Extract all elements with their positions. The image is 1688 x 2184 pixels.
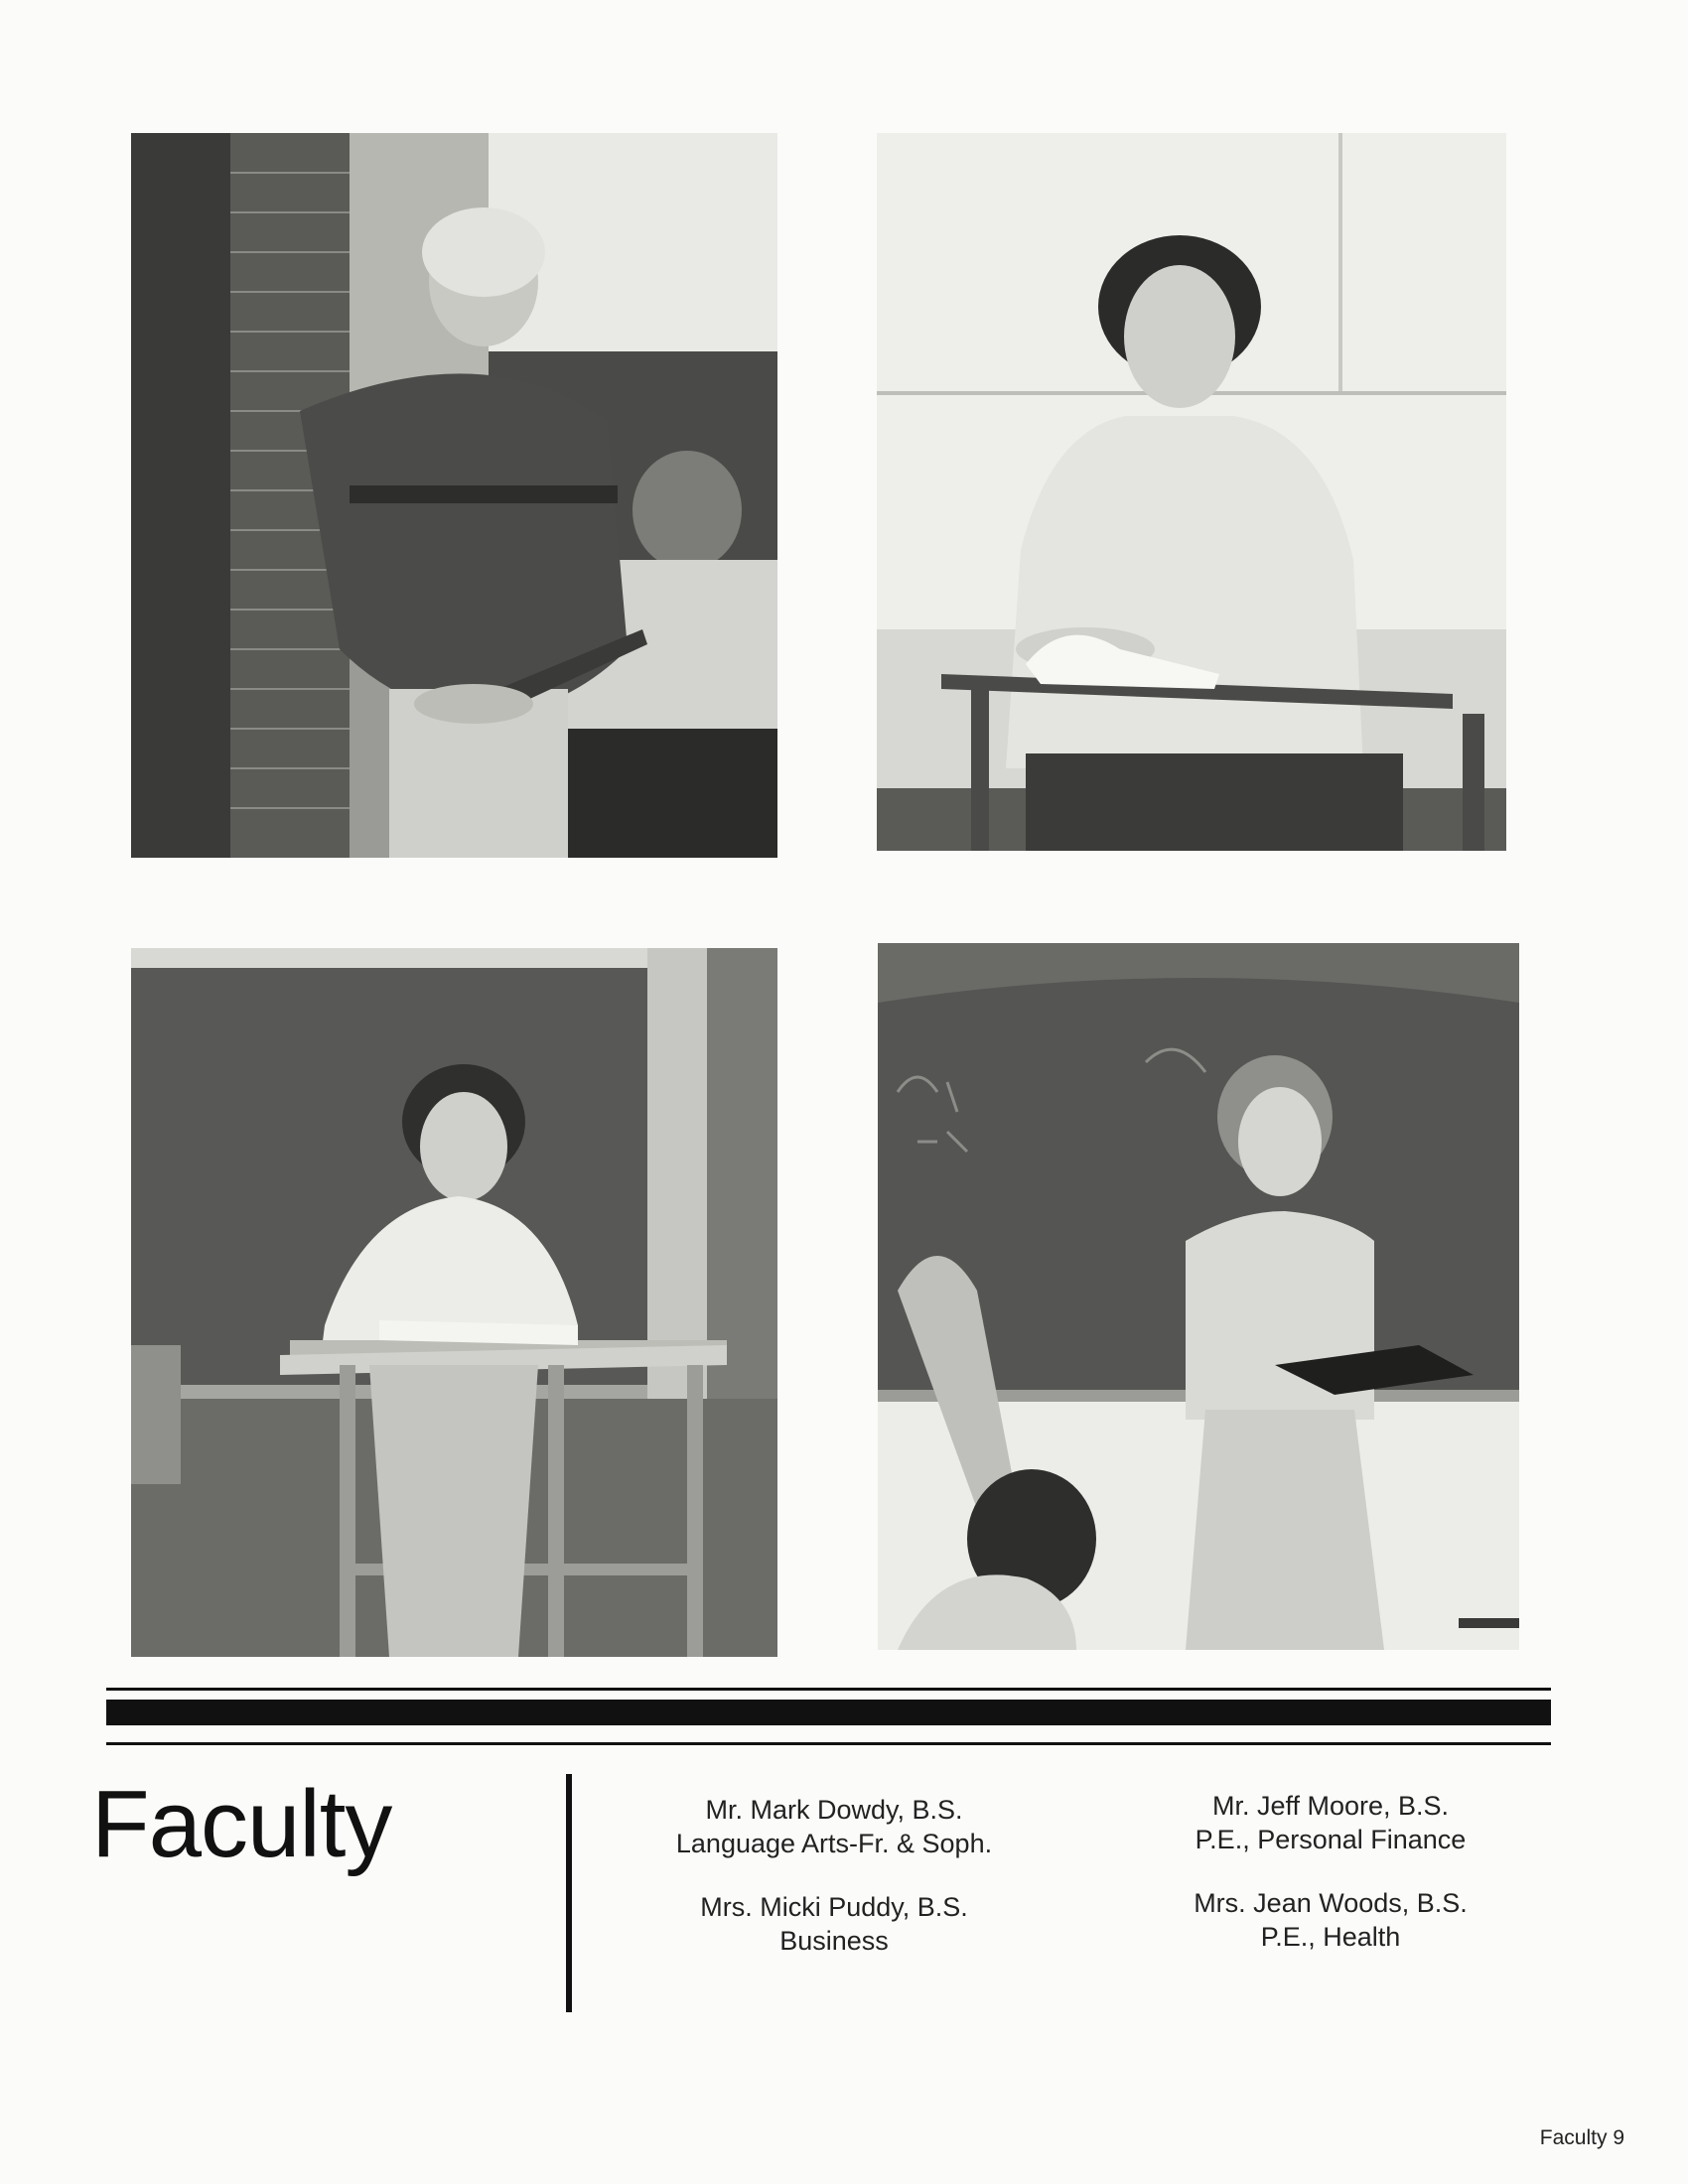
faculty-name: Mrs. Jean Woods, B.S. [1194,1888,1468,1918]
faculty-subject: Language Arts-Fr. & Soph. [675,1829,993,1858]
faculty-name: Mrs. Micki Puddy, B.S. [700,1892,968,1922]
decorative-rule-top [106,1688,1551,1691]
faculty-subject: Business [779,1926,889,1956]
faculty-name: Mr. Mark Dowdy, B.S. [705,1795,963,1825]
faculty-caption [1122,1789,1539,1856]
faculty-photo-chalkboard-teaching [878,943,1519,1650]
faculty-subject: P.E., Personal Finance [1195,1825,1467,1854]
faculty-caption [626,1793,1043,1860]
title-divider [566,1774,572,2012]
faculty-photo-classroom-desk [131,948,777,1657]
faculty-subject: P.E., Health [1260,1922,1401,1952]
section-title: Faculty [91,1771,392,1877]
faculty-name: Mr. Jeff Moore, B.S. [1211,1791,1450,1821]
faculty-caption [1122,1886,1539,1954]
decorative-rule-band [106,1700,1551,1725]
page-folio: Faculty 9 [1539,2126,1624,2149]
faculty-caption [626,1890,1043,1958]
faculty-photo-outdoor-brick-wall [131,133,777,858]
faculty-photo-desk-with-book [877,133,1506,851]
decorative-rule-bottom [106,1742,1551,1745]
